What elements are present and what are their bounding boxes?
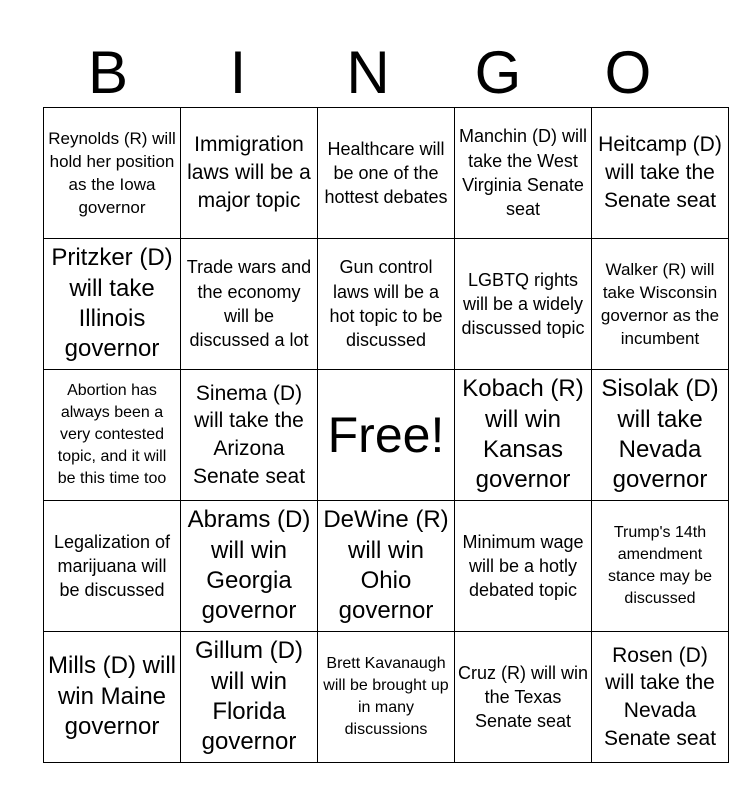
bingo-cell: [44, 239, 181, 370]
bingo-board: [43, 107, 729, 763]
free-space: [318, 370, 455, 501]
cell-text: LGBTQ rights will be a widely discussed topic: [461, 269, 585, 339]
board-row-1: [44, 108, 729, 239]
cell-text: Immigration laws will be a major topic: [187, 133, 311, 212]
board-row-4: [44, 501, 729, 632]
board-row-5: [44, 632, 729, 763]
bingo-cell: [592, 108, 729, 239]
cell-text: Rosen (D) will take the Nevada Senate seat: [603, 643, 717, 750]
cell-text: Abrams (D) will win Georgia governor: [187, 506, 311, 625]
cell-text: Sisolak (D) will take Nevada governor: [601, 375, 719, 494]
cell-text: DeWine (R) will win Ohio governor: [323, 506, 449, 625]
cell-text: Minimum wage will be a hotly debated topic: [462, 531, 584, 601]
cell-text: Trump's 14th amendment stance may be discussed: [607, 523, 713, 608]
cell-text: Legalization of marijuana will be discussed: [53, 531, 171, 601]
bingo-cell: [181, 108, 318, 239]
board-row-2: [44, 239, 729, 370]
cell-text: Abortion has always been a very contested topic, and it will be this time too: [57, 381, 167, 488]
bingo-cell: [44, 501, 181, 632]
bingo-cell: [592, 239, 729, 370]
bingo-cell: [455, 239, 592, 370]
bingo-cell: [181, 239, 318, 370]
bingo-cell: [592, 632, 729, 763]
cell-text: Gun control laws will be a hot topic to be discussed: [329, 257, 443, 351]
cell-text: Healthcare will be one of the hottest debates: [324, 138, 448, 208]
bingo-cell: [318, 108, 455, 239]
bingo-cell: [455, 108, 592, 239]
board-row-3: [44, 370, 729, 501]
cell-text: Heitcamp (D) will take the Senate seat: [598, 133, 722, 212]
bingo-cell: [455, 632, 592, 763]
header-letter-i: I: [229, 39, 247, 106]
cell-text: Mills (D) will win Maine governor: [48, 652, 176, 741]
cell-text: Kobach (R) will win Kansas governor: [462, 375, 584, 494]
bingo-cell: [44, 370, 181, 501]
bingo-cell: [181, 632, 318, 763]
cell-text: Sinema (D) will take the Arizona Senate seat: [192, 381, 306, 488]
bingo-cell: [455, 501, 592, 632]
header-letter-o: O: [604, 39, 652, 106]
cell-text: Manchin (D) will take the West Virginia Senate seat: [458, 126, 588, 220]
bingo-cell: [592, 501, 729, 632]
header-letter-b: B: [87, 39, 129, 106]
bingo-cell: [181, 370, 318, 501]
bingo-cell: [44, 632, 181, 763]
cell-text: Cruz (R) will win the Texas Senate seat: [458, 662, 588, 732]
free-space-text: Free!: [327, 407, 445, 463]
cell-text: Pritzker (D) will take Illinois governor: [51, 244, 173, 363]
bingo-header: [43, 40, 693, 106]
header-letter-n: N: [346, 39, 390, 106]
bingo-cell: [455, 370, 592, 501]
bingo-cell: [181, 501, 318, 632]
bingo-cell: [318, 501, 455, 632]
cell-text: Reynolds (R) will hold her position as the Iowa governor: [48, 128, 176, 218]
cell-text: Gillum (D) will win Florida governor: [195, 637, 303, 756]
cell-text: Trade wars and the economy will be discussed a lot: [186, 257, 312, 351]
cell-text: Walker (R) will take Wisconsin governor as the incumbent: [600, 259, 720, 349]
bingo-cell: [318, 632, 455, 763]
header-letter-g: G: [474, 39, 522, 106]
bingo-cell: [44, 108, 181, 239]
bingo-cell: [318, 239, 455, 370]
bingo-cell: [592, 370, 729, 501]
cell-text: Brett Kavanaugh will be brought up in many discussions: [323, 654, 449, 739]
